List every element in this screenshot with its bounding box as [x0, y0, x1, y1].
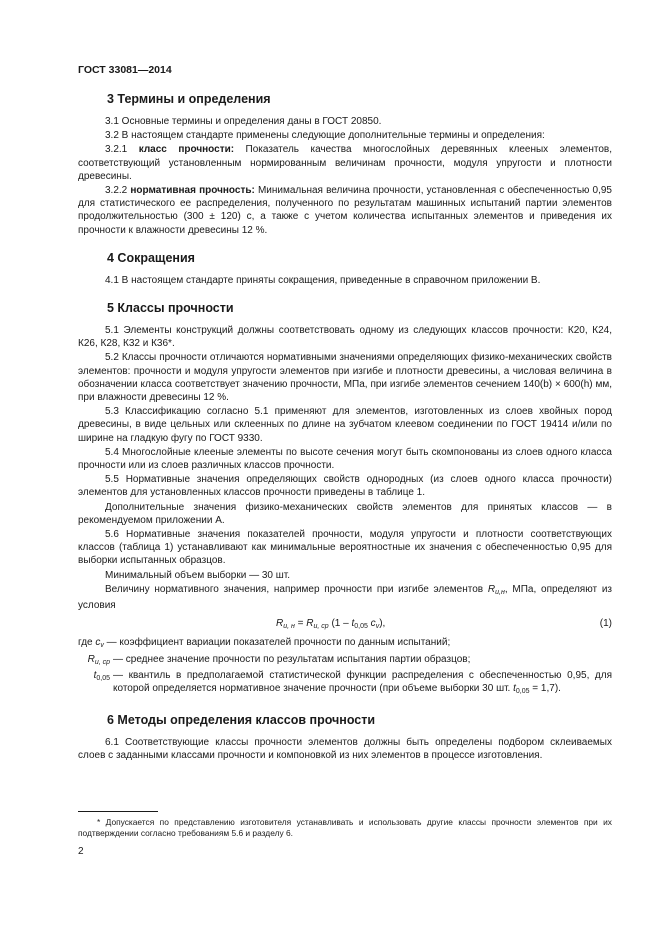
- legend-t: [78, 669, 612, 698]
- clause-5-4: 5.4 Многослойные клееные элементы по высоте сечения могут быть скомпонованы из слоев одного класса прочности или из слоев различных классов прочности.: [78, 446, 612, 472]
- term-definition: Показатель качества многослойных деревянных клееных элементов, соответствующий установленным нормированным величинам прочности, модуля упругости и плотности древесины.: [78, 144, 612, 182]
- f-c: c: [367, 618, 376, 630]
- f-t: t: [351, 618, 355, 630]
- clause-number: 3.2.2: [105, 185, 131, 197]
- legend-t-desc: — квантиль в предполагаемой статистической функции распределения с обеспеченностью 0,95, для которой определяется нормативное значение прочности (при объеме выборки 30 шт.: [113, 669, 612, 694]
- f-paren-open: (1 –: [328, 618, 352, 630]
- clause-5-3: 5.3 Классификацию согласно 5.1 применяют для элементов, изготовленных из слоев хвойных пород древесины, в виде цельных или склеенных по длине на зубчатом клеевом соединении по ГОСТ 19414 и/или по ширине на гладкую фугу по ГОСТ 9330.: [78, 406, 612, 444]
- clause-5-2: 5.2 Классы прочности отличаются нормативными значениями определяющих физико-механических свойств элементов: прочности и модуля упругости элементов при изгибе и плотности древесины, а числовая величина в обозначении класса соответствует значению прочности, МПа, при изгибе элементов сечением 140(b) × 600(h) мм, при влажности древесины 12 %.: [78, 352, 612, 404]
- clause-5-5: 5.5 Нормативные значения определяющих свойств однородных (из слоев одного класса прочности) элементов для установленных классов прочности приведены в таблице 1.: [78, 474, 612, 499]
- clause-4-1: 4.1 В настоящем стандарте приняты сокращения, приведенные в справочном приложении В.: [105, 274, 541, 286]
- clause-3-2-1: [78, 143, 612, 183]
- footnote: * Допускается по представлению изготовителя устанавливать и использовать другие классы прочности элементов при их подтверждении согласно требованиям 5.6 и разделу 6.: [78, 817, 612, 838]
- legend-cv: [78, 636, 612, 652]
- standard-header: ГОСТ 33081—2014: [78, 64, 172, 76]
- clause-3-1: 3.1 Основные термины и определения даны в ГОСТ 20850.: [105, 116, 382, 127]
- clause-3-2: 3.2 В настоящем стандарте применены следующие дополнительные термины и определения:: [105, 130, 545, 142]
- legend-r: [78, 653, 612, 669]
- f-lhs-sub: u, н: [283, 623, 295, 631]
- legend-r-sym-box: [78, 653, 113, 669]
- min-sample-size: Минимальный объем выборки — 30 шт.: [105, 569, 291, 581]
- clause-number: 3.2.1: [105, 144, 139, 156]
- legend-cv-sym: c: [95, 637, 101, 649]
- legend-t-text: [113, 669, 612, 698]
- legend-r-sub: u, ср: [94, 658, 110, 666]
- legend-lead: где: [78, 637, 96, 649]
- symbol-r-sub: u,н: [495, 588, 505, 596]
- page-content: [78, 92, 612, 766]
- intro-text-end: , МПа, определяют из условия: [78, 583, 612, 612]
- clause-5-5-extra: Дополнительные значения физико-механических свойств элементов для принятых классов — в рекомендуемом приложении А.: [78, 501, 612, 526]
- page-number: 2: [78, 846, 84, 857]
- legend-cv-text: [78, 636, 612, 652]
- symbol-r: R: [487, 583, 496, 595]
- clause-3-2-2: [78, 184, 612, 237]
- legend-cv-desc: — коэффициент вариации показателей прочности по данным испытаний;: [103, 637, 451, 649]
- section-6-title: 6 Методы определения классов прочности: [107, 713, 376, 728]
- section-4-title: 4 Сокращения: [107, 250, 195, 265]
- term-strength-class: класс прочности:: [138, 144, 235, 156]
- legend-r-desc: — среднее значение прочности по результатам испытания партии образцов;: [113, 653, 471, 665]
- section-3-title: 3 Термины и определения: [107, 92, 271, 106]
- f-r: R: [306, 618, 314, 630]
- f-c-sub: v: [375, 623, 380, 631]
- term-definition: Минимальная величина прочности, установленная с обеспеченностью 0,95 для статистического ее распределения, полученного по результатам машинных испытаний партии элементов продолжительностью (300 ± 120) с, а также с учетом количества испытанных элементов и приведения их прочности к влажности древесины 12 %.: [78, 185, 612, 236]
- legend-r-sym: R: [87, 653, 95, 665]
- legend-t-sub: 0,05: [96, 674, 110, 682]
- formula-expression: [276, 617, 385, 633]
- f-paren-close: ),: [379, 618, 386, 630]
- section-5-title: 5 Классы прочности: [107, 301, 234, 316]
- f-lhs: R: [276, 618, 284, 630]
- formula-1: [78, 615, 612, 633]
- legend-t-inline-sub: 0,05: [515, 687, 530, 695]
- legend-t-sym: t: [93, 669, 97, 681]
- legend-cv-sub: v: [100, 642, 104, 650]
- legend-t-desc-end: = 1,7).: [529, 682, 561, 694]
- clause-5-6: 5.6 Нормативные значения показателей прочности, модуля упругости и плотности соответствующих классов (таблица 1) устанавливают как минимальные вероятностные их значения с обеспеченностью 0,95 для выборки испытанных образцов.: [78, 529, 612, 567]
- f-eq: =: [294, 618, 307, 630]
- clause-5-1: 5.1 Элементы конструкций должны соответствовать одному из следующих классов прочности: К20, К24, К26, К28, К32 и К36*.: [78, 325, 612, 350]
- f-t-sub: 0,05: [354, 623, 368, 631]
- footnote-divider: [78, 811, 158, 812]
- clause-6-1: 6.1 Соответствующие классы прочности элементов должны быть определены подбором склеиваемых слоев с заданными классами прочности и компоновкой из них элементов в процессе изготовления.: [78, 737, 612, 762]
- f-r-sub: u, ср: [313, 623, 329, 631]
- legend-t-inline-sym: t: [513, 682, 516, 694]
- intro-text: Величину нормативного значения, например прочности при изгибе элементов: [105, 583, 488, 595]
- legend-t-sym-box: [78, 669, 113, 685]
- normative-value-intro: [78, 583, 612, 612]
- formula-number: (1): [599, 618, 612, 630]
- term-normative-strength: нормативная прочность:: [130, 185, 255, 197]
- formula-legend: [78, 636, 612, 698]
